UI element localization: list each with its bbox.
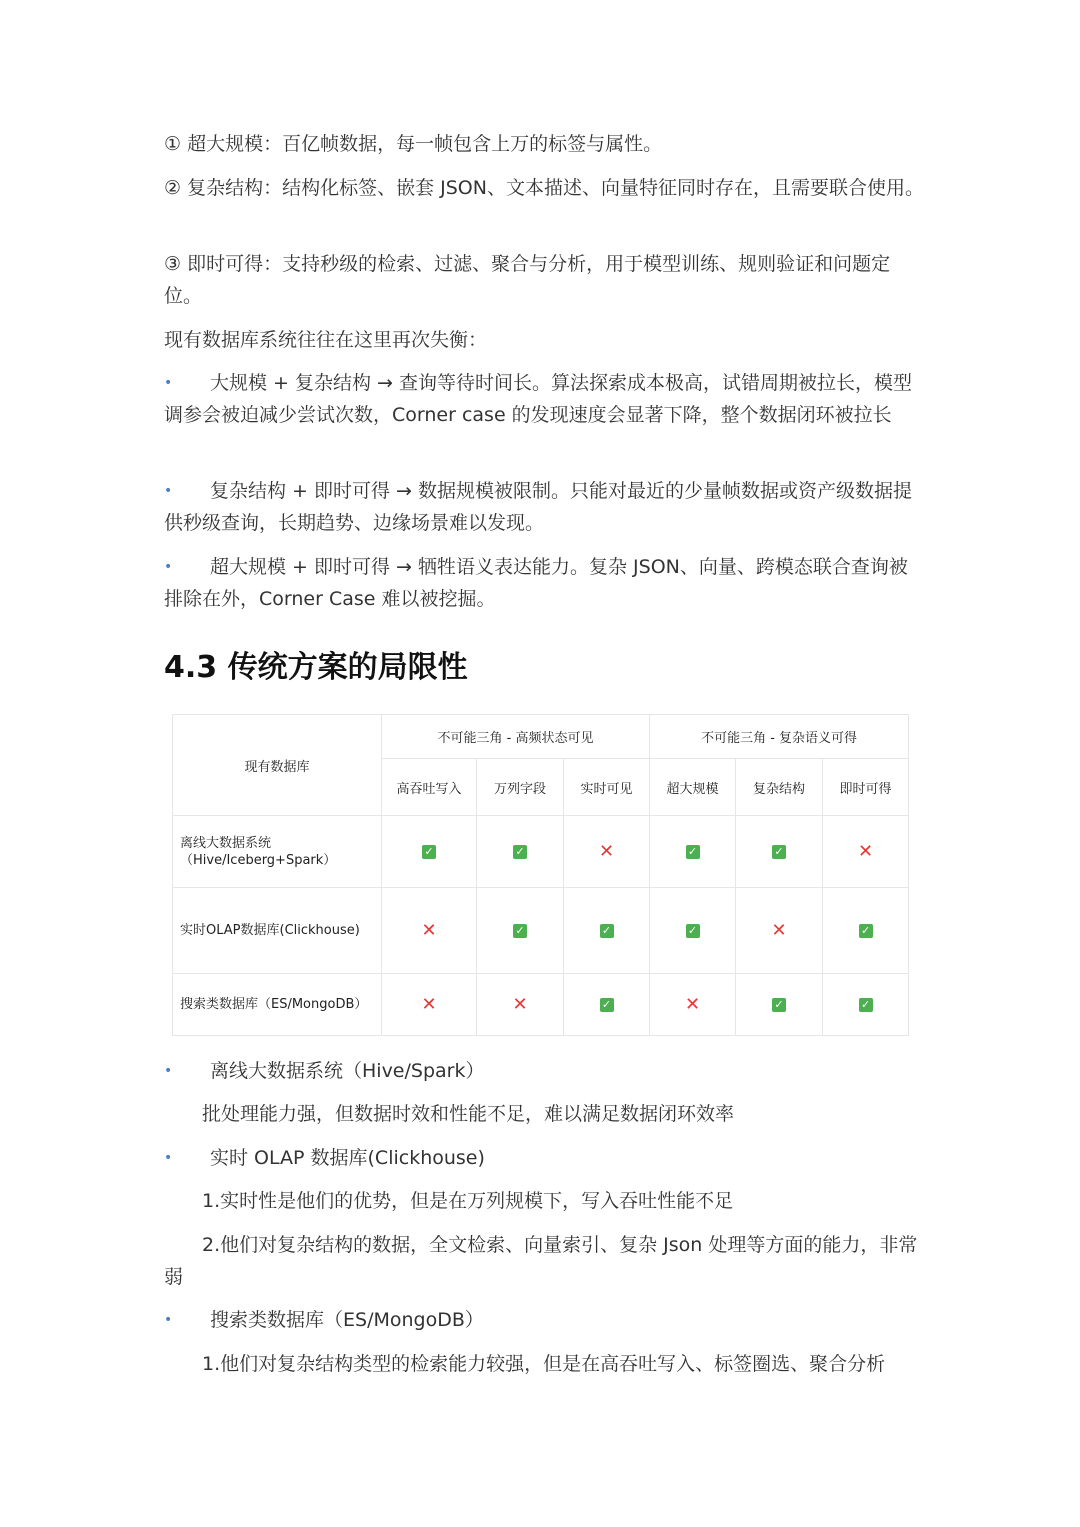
table-cell [823,888,909,974]
table-cell [736,816,823,888]
group-header-complex-semantics: 不可能三角 - 复杂语义可得 [650,715,909,759]
table-cell [564,888,650,974]
check-icon: ✓ [772,998,786,1012]
imbalance-bullet-text: 超大规模 + 即时可得 → 牺牲语义表达能力。复杂 JSON、向量、跨模态联合查询被排除在外，Corner Case 难以被挖掘。 [164,556,908,610]
imbalance-intro: 现有数据库系统往往在这里再次失衡： [164,329,488,351]
imbalance-bullet-text: 复杂结构 + 即时可得 → 数据规模被限制。只能对最近的少量帧数据或资产级数据提供秒级查询，长期趋势、边缘场景难以发现。 [164,480,913,534]
table-cell [650,974,736,1036]
table-cell [564,816,650,888]
section-title: 4.3 传统方案的局限性 [164,650,468,685]
analysis-offline-title: 离线大数据系统（Hive/Spark） [210,1060,485,1082]
analysis-offline-text: 批处理能力强，但数据时效和性能不足，难以满足数据闭环效率 [202,1103,735,1125]
bullet-dot-icon: • [164,559,173,575]
imbalance-bullet-3 [164,551,924,615]
cross-icon: ✕ [512,993,528,1015]
check-icon: ✓ [513,924,527,938]
analysis-olap-point-1: 1.实时性是他们的优势，但是在万列规模下，写入吞吐性能不足 [202,1190,734,1212]
table-cell [477,816,564,888]
cross-icon: ✕ [421,919,437,941]
table-row-name: 离线大数据系统 （Hive/Iceberg+Spark） [173,816,382,888]
check-icon: ✓ [772,845,786,859]
bullet-dot-icon: • [164,375,173,391]
check-icon: ✓ [600,998,614,1012]
table-cell [382,888,477,974]
table-row [173,888,909,974]
table-cell [736,974,823,1036]
bullet-dot-icon: • [164,1312,173,1328]
check-icon: ✓ [686,924,700,938]
table-body [173,816,909,1036]
column-header: 万列字段 [477,759,564,816]
column-header: 实时可见 [564,759,650,816]
table-cell [382,816,477,888]
table-cell [823,974,909,1036]
table-row [173,974,909,1036]
analysis-olap-bullet [164,1142,924,1174]
bullet-dot-icon: • [164,1150,173,1166]
column-header: 高吞吐写入 [382,759,477,816]
analysis-search-title: 搜索类数据库（ES/MongoDB） [210,1309,484,1331]
column-header: 超大规模 [650,759,736,816]
table-cell [650,816,736,888]
table-cell [823,816,909,888]
table-row-name: 实时OLAP数据库(Clickhouse) [173,888,382,974]
intro-point-2: ② 复杂结构：结构化标签、嵌套 JSON、文本描述、向量特征同时存在，且需要联合使用。 [164,177,924,199]
cross-icon: ✕ [858,840,874,862]
intro-point-1: ① 超大规模：百亿帧数据，每一帧包含上万的标签与属性。 [164,133,663,155]
check-icon: ✓ [513,845,527,859]
cross-icon: ✕ [771,919,787,941]
table-cell [564,974,650,1036]
check-icon: ✓ [600,924,614,938]
group-header-high-frequency: 不可能三角 - 高频状态可见 [382,715,650,759]
table-cell [477,888,564,974]
table-row [173,816,909,888]
analysis-offline-bullet [164,1055,924,1087]
imbalance-bullet-2 [164,475,924,539]
table-cell [477,974,564,1036]
bullet-dot-icon: • [164,1063,173,1079]
analysis-search-bullet [164,1304,924,1336]
check-icon: ✓ [686,845,700,859]
imbalance-bullet-1 [164,367,924,431]
comparison-table [172,714,909,1036]
table-cell [736,888,823,974]
table-row-name: 搜索类数据库（ES/MongoDB） [173,974,382,1036]
column-header: 复杂结构 [736,759,823,816]
table-cell [650,888,736,974]
cross-icon: ✕ [684,993,701,1015]
check-icon: ✓ [422,845,436,859]
check-icon: ✓ [859,998,873,1012]
analysis-olap-title: 实时 OLAP 数据库(Clickhouse) [210,1147,485,1169]
cross-icon: ✕ [421,993,437,1015]
analysis-search-point-1: 1.他们对复杂结构类型的检索能力较强，但是在高吞吐写入、标签圈选、聚合分析 [202,1353,886,1375]
table-corner-header: 现有数据库 [173,715,382,816]
bullet-dot-icon: • [164,483,173,499]
cross-icon: ✕ [598,840,615,862]
imbalance-bullet-text: 大规模 + 复杂结构 → 查询等待时间长。算法探索成本极高，试错周期被拉长，模型调参会被迫减少尝试次数，Corner case 的发现速度会显著下降，整个数据闭环被拉长 [164,372,913,426]
check-icon: ✓ [859,924,873,938]
analysis-olap-point-2: 2.他们对复杂结构的数据，全文检索、向量索引、复杂 Json 处理等方面的能力，非常弱 [164,1234,918,1288]
column-header: 即时可得 [823,759,909,816]
intro-point-3: ③ 即时可得：支持秒级的检索、过滤、聚合与分析，用于模型训练、规则验证和问题定位。 [164,253,891,307]
table-cell [382,974,477,1036]
